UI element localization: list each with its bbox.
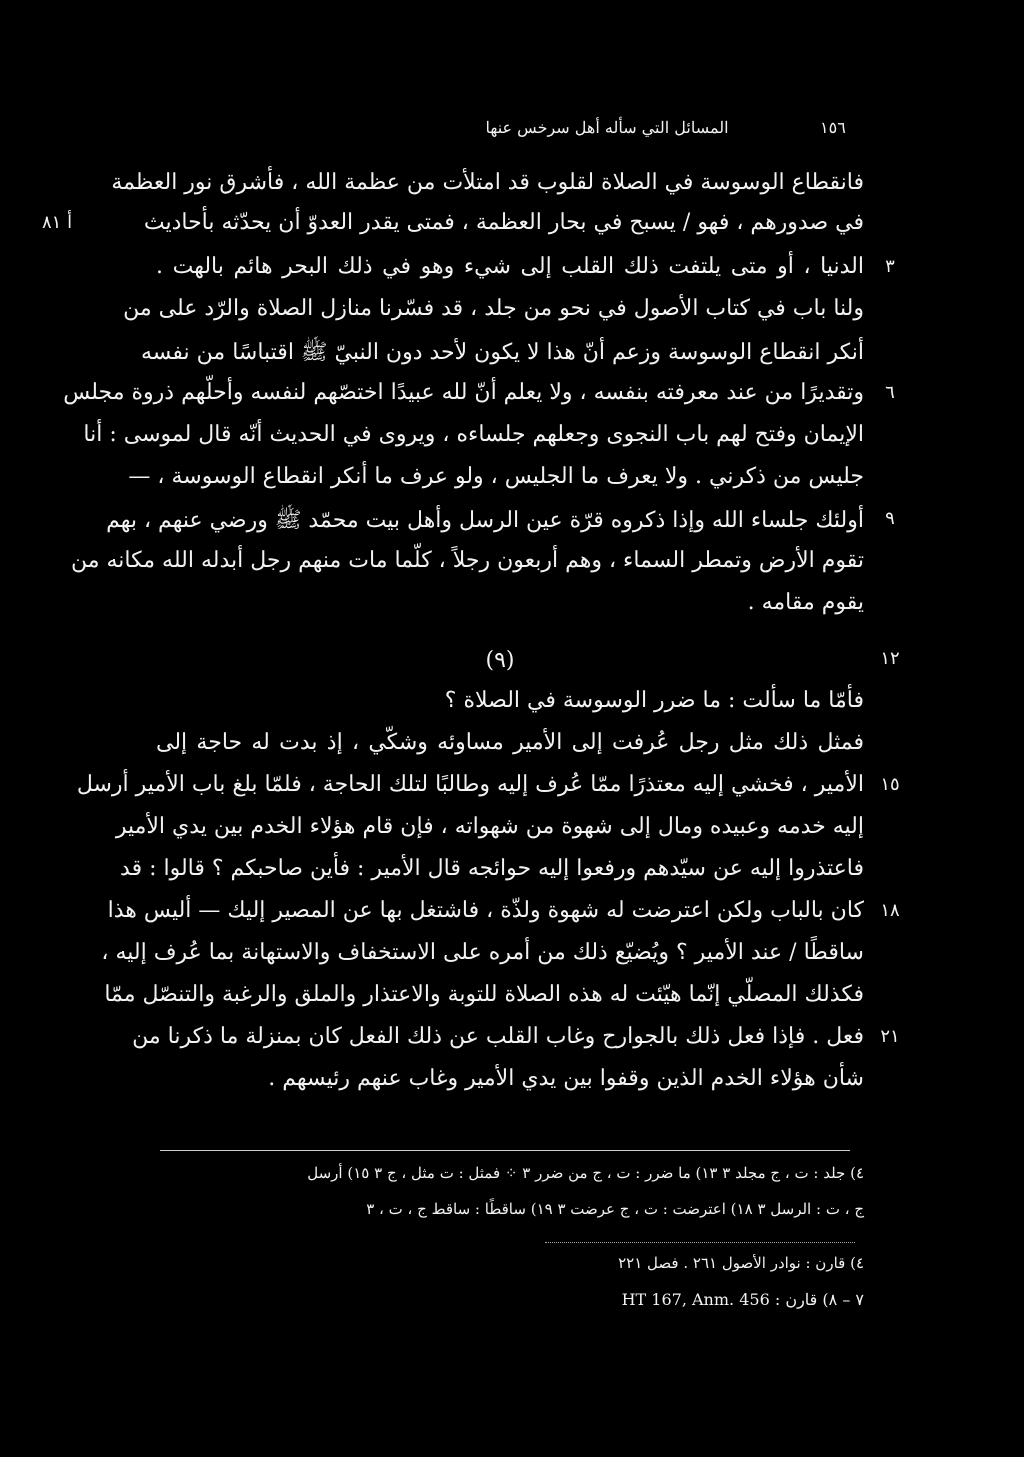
text-line: جليس من ذكرني . ولا يعرف ما الجليس ، ولو عرف ما أنكر انقطاع الوسوسة ، — xyxy=(128,464,864,489)
text-line: في صدورهم ، فهو / يسبح في بحار العظمة ، فمتى يقدر العدوّ أن يحدّثه بأحاديث xyxy=(143,210,864,235)
section-number: (٩) xyxy=(485,648,515,673)
text-line: ولنا باب في كتاب الأصول في نحو من جلد ، قد فسّرنا منازل الصلاة والرّد على من xyxy=(123,296,864,321)
running-header-title: المسائل التي سأله أهل سرخس عنها xyxy=(485,118,729,137)
footnote-separator xyxy=(160,1150,850,1151)
text-line: فأمّا ما سألت : ما ضرر الوسوسة في الصلاة ؟ xyxy=(444,688,864,713)
line-number: ١٨ xyxy=(880,900,900,921)
text-line: فعل . فإذا فعل ذلك بالجوارح وغاب القلب عن ذلك الفعل كان بمنزلة ما ذكرنا من xyxy=(132,1024,864,1049)
text-line: فانقطاع الوسوسة في الصلاة لقلوب قد امتلأت من عظمة الله ، فأشرق نور العظمة xyxy=(111,170,864,195)
line-number: ٣ xyxy=(885,256,895,277)
source-note: ٧ – ٨) قارن : HT 167, Anm. 456 xyxy=(621,1290,864,1309)
text-line: تقوم الأرض وتمطر السماء ، وهم أربعون رجلاً ، كلّما مات منهم رجل أبدله الله مكانه من xyxy=(70,548,864,573)
text-line: الأمير ، فخشي إليه معتذرًا ممّا عُرف إليه وطالبًا لتلك الحاجة ، فلمّا بلغ باب الأمير أرسل xyxy=(76,772,864,797)
line-number: ١٢ xyxy=(880,648,900,669)
text-line: ساقطًا / عند الأمير ؟ ويُضيّع ذلك من أمره على الاستخفاف والاستهانة بما عُرف إليه ، xyxy=(101,940,864,965)
line-number: ٩ xyxy=(885,508,895,529)
text-line: فاعتذروا إليه عن سيّدهم ورفعوا إليه حوائجه قال الأمير : فأين صاحبكم ؟ قالوا : قد xyxy=(120,856,864,881)
text-line: يقوم مقامه . xyxy=(747,590,864,615)
text-line: كان بالباب ولكن اعترضت له شهوة ولذّة ، فاشتغل بها عن المصير إليك — أليس هذا xyxy=(107,898,864,923)
footnote-dotted-separator xyxy=(545,1242,855,1243)
text-line: إليه خدمه وعبيده ومال إلى شهوة من شهواته ، فإن قام هؤلاء الخدم بين يدي الأمير xyxy=(115,814,864,839)
text-line: الإيمان وفتح لهم باب النجوى وجعلهم جلساءه ، ويروى في الحديث أنّه قال لموسى : أنا xyxy=(83,422,864,447)
text-line: الدنيا ، أو متى يلتفت ذلك القلب إلى شيء وهو في ذلك البحر هائم بالهت . xyxy=(156,254,864,279)
source-note: ٤) قارن : نوادر الأصول ٢٦١ . فصل ٢٢١ xyxy=(618,1254,864,1272)
text-line: فكذلك المصلّي إنّما هيّئت له هذه الصلاة للتوبة والاعتذار والملق والرغبة والتنصّل ممّا xyxy=(104,982,864,1007)
text-line: أولئك جلساء الله وإذا ذكروه قرّة عين الرسل وأهل بيت محمّد ﷺ ورضي عنهم ، بهم xyxy=(106,508,864,533)
line-number: ٦ xyxy=(885,382,895,403)
apparatus-note: ٤) جلد : ت ، ج مجلد ٣ ١٣) ما ضرر : ت ، ج من ضرر ٣ ⁘ فمثل : ت مثل ، ج ٣ ١٥) أرسل xyxy=(307,1164,864,1182)
page-number: ١٥٦ xyxy=(820,118,846,137)
text-line: فمثل ذلك مثل رجل عُرفت إلى الأمير مساوئه وشكّي ، إذ بدت له حاجة إلى xyxy=(156,730,864,755)
manuscript-folio-note: أ ٨١ xyxy=(42,212,73,233)
text-line: شأن هؤلاء الخدم الذين وقفوا بين يدي الأمير وغاب عنهم رئيسهم . xyxy=(268,1066,864,1091)
line-number: ١٥ xyxy=(880,774,900,795)
text-line: وتقديرًا من عند معرفته بنفسه ، ولا يعلم أنّ لله عبيدًا اختصّهم لنفسه وأحلّهم ذروة مجلس xyxy=(63,380,864,405)
text-line: أنكر انقطاع الوسوسة وزعم أنّ هذا لا يكون لأحد دون النبيّ ﷺ اقتباسًا من نفسه xyxy=(141,340,864,365)
apparatus-note: ج ، ت : الرسل ٣ ١٨) اعترضت : ت ، ج عرضت ٣ ١٩) ساقطًا : ساقط ج ، ت ، ٣ xyxy=(366,1200,864,1218)
line-number: ٢١ xyxy=(880,1026,900,1047)
